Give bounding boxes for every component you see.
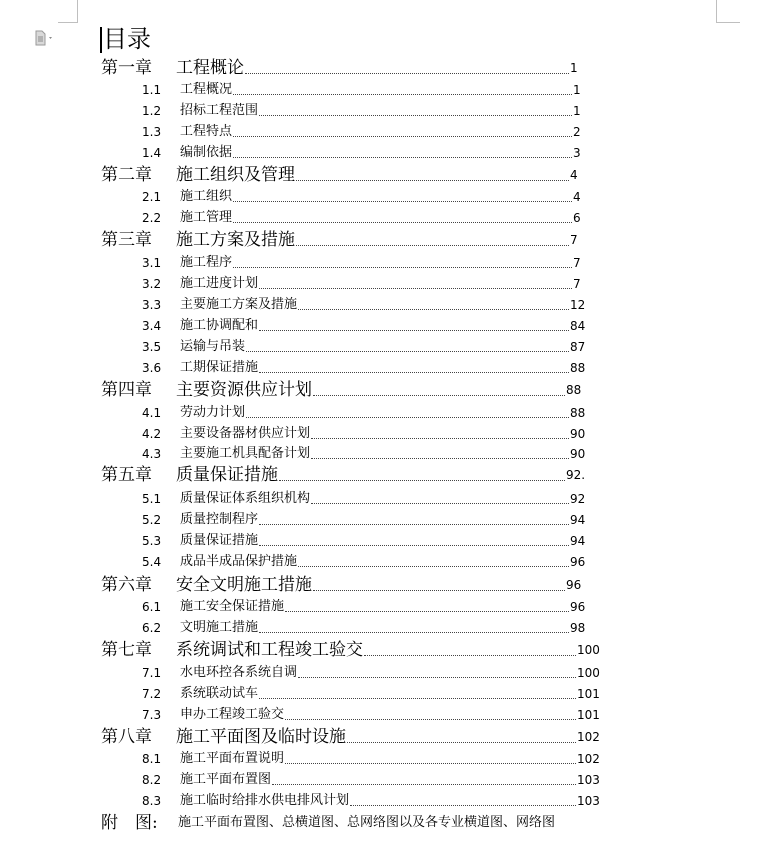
toc-entry-title: 主要设备器材供应计划 [180,426,311,441]
toc-entry-page: 6 [573,211,581,225]
dot-leader [246,417,569,418]
toc-entry-page: 3 [573,146,581,160]
toc-entry-title: 施工平面布置图 [180,772,272,787]
margin-corner-mark [716,0,717,22]
toc-entry[interactable] [0,749,781,769]
dot-leader [233,201,572,202]
toc-entry-title: 施工方案及措施 [176,230,295,250]
toc-entry-title: 成品半成品保护措施 [180,554,298,569]
toc-entry-page: 4 [573,190,581,204]
toc-entry-number: 8.1 [142,752,162,766]
toc-entry-number: 7.3 [142,708,162,722]
toc-entry[interactable] [0,165,781,185]
toc-entry-page: 12 [570,298,586,312]
dot-leader [259,545,569,546]
toc-entry[interactable] [0,640,781,660]
toc-entry-number: 3.6 [142,361,162,375]
toc-entry-title: 质量控制程序 [180,512,259,527]
toc-entry-page: 102 [577,730,600,744]
toc-entry-number: 4.2 [142,427,162,441]
dot-leader [296,245,569,246]
toc-entry-page: 101 [577,687,600,701]
toc-entry-title: 施工程序 [180,255,233,270]
toc-entry-page: 7 [570,233,578,247]
toc-entry-title: 运输与吊装 [180,339,246,354]
toc-entry[interactable] [0,337,781,357]
toc-entry-title: 施工组织 [180,189,233,204]
dot-leader [246,351,569,352]
dot-leader [259,524,569,525]
toc-entry-number: 3.1 [142,256,162,270]
toc-entry-number: 5.2 [142,513,162,527]
toc-entry-number: 第七章 [101,640,152,660]
dot-leader [313,590,565,591]
toc-entry-number: 4.3 [142,447,162,461]
dot-leader [245,73,569,74]
toc-entry-title: 系统联动试车 [180,686,259,701]
toc-entry-number: 3.4 [142,319,162,333]
toc-entry-number: 第三章 [101,230,152,250]
dot-leader [298,677,576,678]
toc-entry-number: 3.2 [142,277,162,291]
toc-entry-page: 98 [570,621,586,635]
toc-entry-number: 第一章 [101,58,152,78]
toc-entry-page: 1 [573,104,581,118]
toc-entry-title: 质量保证措施 [180,533,259,548]
toc-entry[interactable] [0,122,781,142]
toc-entry-number: 第二章 [101,165,152,185]
toc-entry-title: 水电环控各系统自调 [180,665,298,680]
toc-entry-number: 附 图: [101,813,158,833]
toc-entry-title: 工期保证措施 [180,360,259,375]
margin-corner-mark [716,22,740,23]
toc-entry[interactable] [0,295,781,315]
toc-entry-number: 1.2 [142,104,162,118]
toc-entry-page: 96 [570,600,586,614]
toc-entry-page: 101 [577,708,600,722]
toc-entry-number: 6.1 [142,600,162,614]
dot-leader [311,503,569,504]
toc-entry-page: 7 [573,256,581,270]
toc-entry-page: 103 [577,773,600,787]
dot-leader [259,330,569,331]
dot-leader [233,136,572,137]
toc-entry[interactable] [0,510,781,530]
toc-entry-title: 施工协调配和 [180,318,259,333]
toc-entry[interactable] [0,727,781,747]
toc-entry-title: 施工安全保证措施 [180,599,285,614]
toc-entry-number: 5.1 [142,492,162,506]
toc-entry-title: 系统调试和工程竣工验交 [176,640,363,660]
toc-entry-title: 质量保证体系组织机构 [180,491,311,506]
toc-entry-page: 4 [570,168,578,182]
toc-entry-page: 2 [573,125,581,139]
toc-entry-number: 第六章 [101,575,152,595]
dot-leader [279,480,565,481]
dot-leader [233,94,572,95]
toc-entry-number: 6.2 [142,621,162,635]
toc-entry[interactable] [0,230,781,250]
toc-entry[interactable] [0,380,781,400]
toc-entry-page: 102 [577,752,600,766]
toc-entry-title: 主要施工机具配备计划 [180,446,311,461]
toc-entry-page: 88 [570,406,586,420]
toc-entry[interactable] [0,684,781,704]
toc-entry-page: 90 [570,427,586,441]
dot-leader [298,309,569,310]
dot-leader [313,395,565,396]
toc-entry-number: 8.2 [142,773,162,787]
toc-entry-page: 92. [566,468,586,482]
toc-entry[interactable] [0,58,781,78]
dot-leader [285,763,576,764]
toc-entry-title: 编制依据 [180,145,233,160]
toc-entry-number: 8.3 [142,794,162,808]
margin-corner-mark [77,0,78,22]
toc-entry-page: 90 [570,447,586,461]
toc-entry-title: 工程概论 [176,58,244,78]
toc-entry[interactable] [0,403,781,423]
toc-entry[interactable] [0,101,781,121]
text-cursor [100,27,102,53]
toc-entry-page: 100 [577,643,600,657]
toc-entry-page: 96 [570,555,586,569]
dot-leader [233,222,572,223]
toc-entry[interactable] [0,274,781,294]
toc-entry[interactable] [0,663,781,683]
toc-entry-page: 1 [570,61,578,75]
toc-entry-page: 96 [566,578,582,592]
dot-leader [233,267,572,268]
toc-entry-title: 主要施工方案及措施 [180,297,298,312]
toc-entry[interactable] [0,208,781,228]
toc-entry-number: 第五章 [101,465,152,485]
toc-entry[interactable] [0,187,781,207]
toc-entry-number: 1.4 [142,146,162,160]
toc-entry-title: 施工平面图及临时设施 [176,727,346,747]
toc-entry-title: 工程概况 [180,82,233,97]
dot-leader [259,288,572,289]
toc-entry-number: 1.1 [142,83,162,97]
toc-entry-page: 88 [570,361,586,375]
toc-entry-page: 1 [573,83,581,97]
toc-entry-page: 94 [570,513,586,527]
toc-entry-title: 施工平面布置图、总横道图、总网络图以及各专业横道图、网络图 [178,815,556,830]
dot-leader [296,180,569,181]
dot-leader [259,372,569,373]
toc-entry-number: 第八章 [101,727,152,747]
dot-leader [347,742,576,743]
toc-entry-title: 主要资源供应计划 [176,380,312,400]
toc-entry[interactable] [0,444,781,464]
dot-leader [311,438,569,439]
toc-entry[interactable] [0,552,781,572]
toc-entry[interactable] [0,618,781,638]
dot-leader [259,115,572,116]
dot-leader [311,458,569,459]
toc-entry[interactable] [0,143,781,163]
toc-entry-title: 施工进度计划 [180,276,259,291]
toc-entry[interactable] [0,531,781,551]
toc-entry-title: 招标工程范围 [180,103,259,118]
toc-entry-page: 100 [577,666,600,680]
toc-entry-page: 94 [570,534,586,548]
dot-leader [259,698,576,699]
toc-entry-page: 103 [577,794,600,808]
toc-entry-title: 工程特点 [180,124,233,139]
toc-entry-number: 3.5 [142,340,162,354]
toc-entry[interactable] [0,813,781,833]
toc-entry-number: 1.3 [142,125,162,139]
toc-entry-page: 7 [573,277,581,291]
paste-options-icon[interactable] [34,30,50,46]
toc-entry[interactable] [0,253,781,273]
toc-title: 目录 [103,25,151,53]
dot-leader [259,632,569,633]
toc-entry-title: 安全文明施工措施 [176,575,312,595]
toc-entry[interactable] [0,316,781,336]
toc-entry-number: 第四章 [101,380,152,400]
margin-corner-mark [58,22,78,23]
toc-entry[interactable] [0,80,781,100]
toc-entry-title: 文明施工措施 [180,620,259,635]
toc-entry-page: 84 [570,319,586,333]
toc-entry-number: 3.3 [142,298,162,312]
dot-leader [233,157,572,158]
toc-entry[interactable] [0,770,781,790]
dot-leader [364,655,576,656]
toc-entry-title: 劳动力计划 [180,405,246,420]
toc-entry-title: 申办工程竣工验交 [180,707,285,722]
toc-entry-page: 92 [570,492,586,506]
toc-entry[interactable] [0,465,781,485]
toc-entry-title: 施工平面布置说明 [180,751,285,766]
toc-entry[interactable] [0,358,781,378]
toc-entry-title: 质量保证措施 [176,465,278,485]
toc-entry[interactable] [0,791,781,811]
toc-entry-number: 4.1 [142,406,162,420]
toc-entry-page: 88 [566,383,582,397]
toc-entry[interactable] [0,424,781,444]
toc-entry-title: 施工管理 [180,210,233,225]
toc-entry[interactable] [0,705,781,725]
dot-leader [298,566,569,567]
dot-leader [350,805,576,806]
dot-leader [285,719,576,720]
dot-leader [272,784,576,785]
toc-entry-number: 5.3 [142,534,162,548]
toc-entry[interactable] [0,575,781,595]
toc-entry-title: 施工组织及管理 [176,165,295,185]
toc-entry-number: 5.4 [142,555,162,569]
toc-entry-title: 施工临时给排水供电排风计划 [180,793,350,808]
toc-entry-number: 7.1 [142,666,162,680]
dot-leader [285,611,569,612]
toc-entry[interactable] [0,597,781,617]
toc-entry-number: 7.2 [142,687,162,701]
toc-entry[interactable] [0,489,781,509]
toc-entry-number: 2.1 [142,190,162,204]
toc-entry-page: 87 [570,340,586,354]
toc-entry-number: 2.2 [142,211,162,225]
